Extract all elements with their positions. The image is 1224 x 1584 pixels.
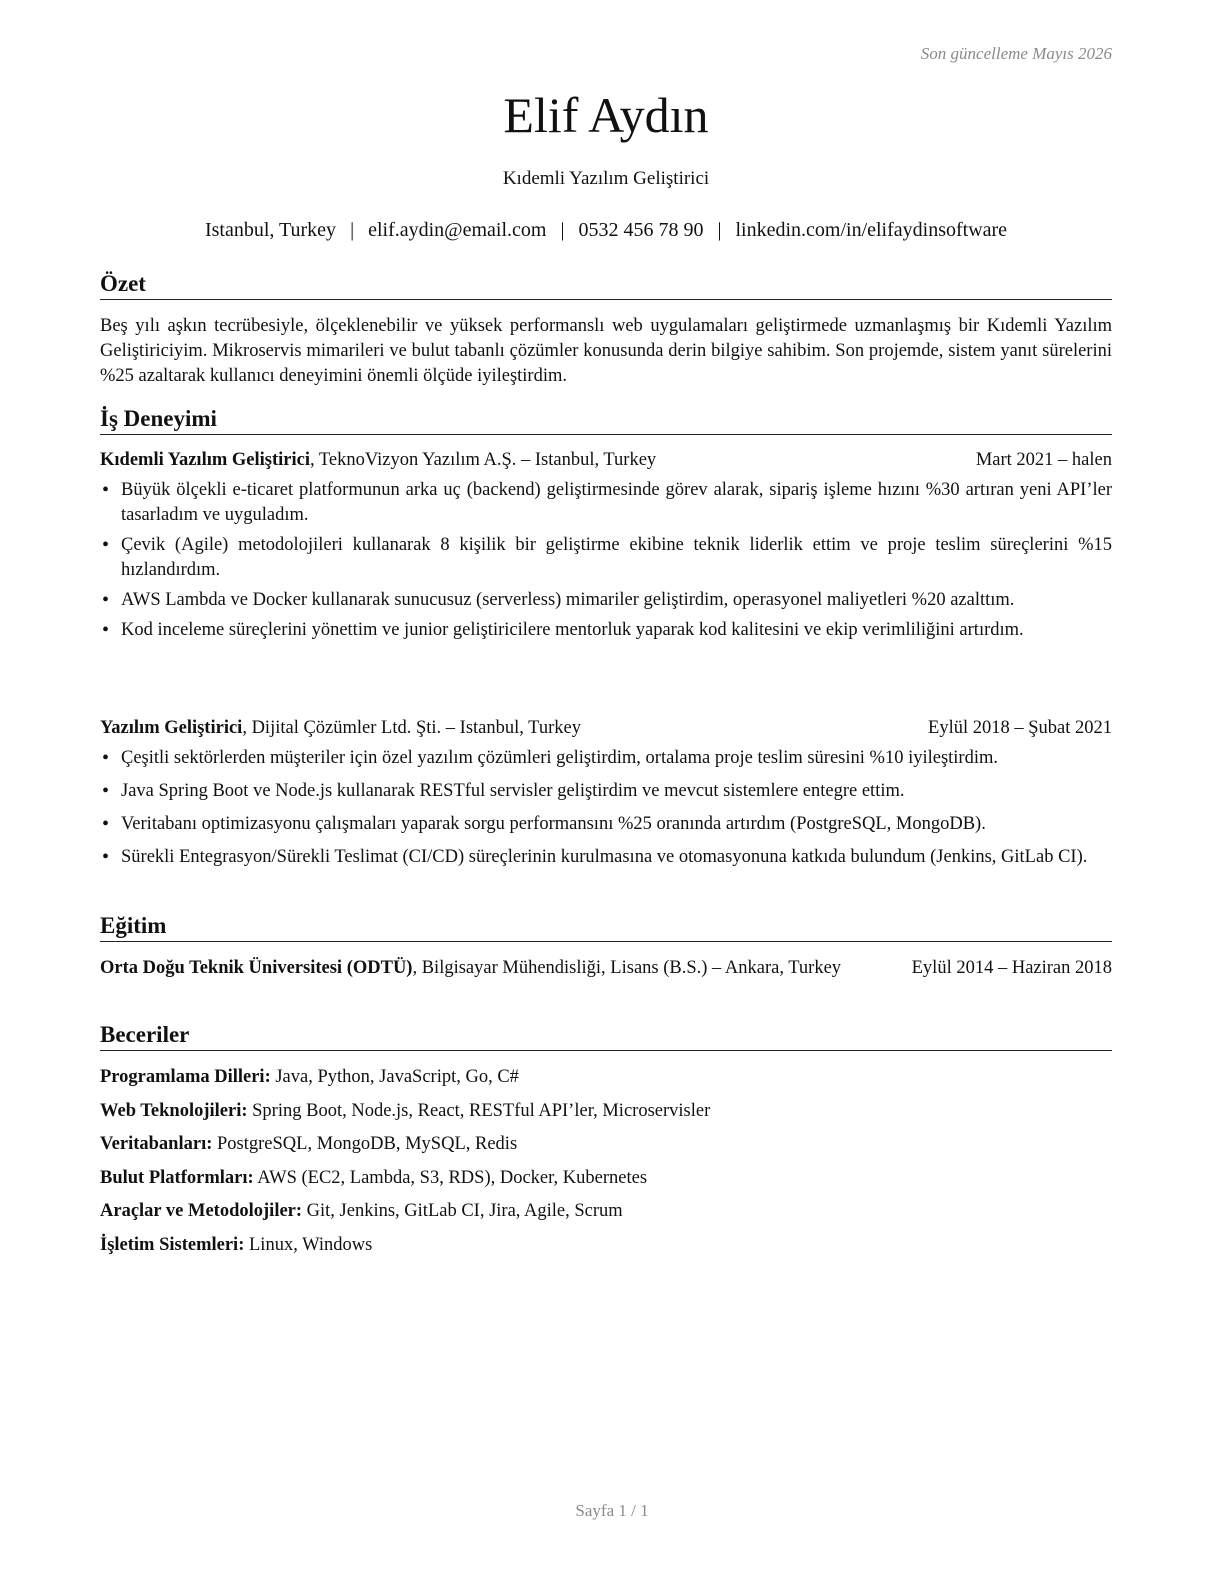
section-summary-heading: Özet (100, 270, 1112, 300)
last-updated: Son güncelleme Mayıs 2026 (920, 44, 1112, 63)
summary-text: Beş yılı aşkın tecrübesiyle, ölçeklenebilir ve yüksek performanslı web uygulamaları geliştirmede uzmanlaşmış bir Kıdemli Yazılım Geliştiriciyim. Mikroservis mimarileri ve bulut tabanlı çözümler konusunda derin bilgiye sahibim. Son projemde, sistem yanıt sürelerini %25 azaltarak kullanıcı deneyimini önemli ölçüde iyileştirdim. (100, 316, 1112, 386)
contact-email[interactable]: elif.aydin@email.com (368, 219, 547, 241)
section-education-heading: Eğitim (100, 912, 1112, 942)
job-bullet: • Sürekli Entegrasyon/Sürekli Teslimat (CI/CD) süreçlerinin kurulmasına ve otomasyonuna katkıda bulundum (Jenkins, GitLab CI). (100, 845, 1116, 870)
job-bullet: • AWS Lambda ve Docker kullanarak sunucusuz (serverless) mimariler geliştirdim, operasyonel maliyetleri %20 azalttım. (100, 588, 1112, 613)
section-skills-heading: Beceriler (100, 1021, 1112, 1051)
job-bullet: • Büyük ölçekli e-ticaret platformunun arka uç (backend) geliştirmesinde görev alarak, sipariş işleme hızını %30 artıran yeni API’ler tasarladım ve uyguladım. (100, 478, 1112, 528)
section-experience-heading: İş Deneyimi (100, 405, 1112, 435)
contact-separator: | (717, 219, 722, 241)
skill-line (100, 1199, 623, 1224)
skill-value: Java, Python, JavaScript, Go, C# (270, 1067, 519, 1087)
job-bullets (100, 746, 1116, 870)
job-bullet: • Java Spring Boot ve Node.js kullanarak RESTful servisler geliştirdim ve mevcut sistemlere entegre ettim. (100, 779, 1116, 804)
job-company: , Dijital Çözümler Ltd. Şti. – Istanbul, Turkey (242, 718, 581, 738)
skill-label: İşletim Sistemleri: (100, 1235, 245, 1255)
contact-phone: 0532 456 78 90 (578, 219, 704, 241)
contact-separator: | (350, 219, 355, 241)
skill-line (100, 1099, 710, 1124)
page-number: Sayfa 1 / 1 (575, 1501, 649, 1520)
skill-line (100, 1233, 372, 1258)
job-company: , TeknoVizyon Yazılım A.Ş. – Istanbul, Turkey (309, 450, 657, 470)
skill-label: Veritabanları: (100, 1134, 213, 1154)
job-bullet: • Çevik (Agile) metodolojileri kullanarak 8 kişilik bir geliştirme ekibine teknik liderlik ettim ve proje teslim süreçlerini %15 hızlandırdım. (100, 533, 1112, 583)
job-bullet: • Çeşitli sektörlerden müşteriler için özel yazılım çözümleri geliştirdim, ortalama proje teslim süresini %10 iyileştirdim. (100, 746, 1116, 771)
skill-line (100, 1132, 517, 1157)
job-header (100, 716, 1112, 741)
job-bullets (100, 478, 1112, 643)
skill-label: Bulut Platformları: (100, 1168, 254, 1188)
education-dates: Eylül 2014 – Haziran 2018 (911, 958, 1112, 978)
contact-location: Istanbul, Turkey (204, 219, 337, 241)
skill-value: Linux, Windows (244, 1235, 373, 1255)
job-role: Kıdemli Yazılım Geliştirici (100, 450, 310, 470)
skill-label: Araçlar ve Metodolojiler: (100, 1201, 303, 1221)
contact-separator: | (560, 219, 565, 241)
job-header (100, 448, 1112, 473)
skill-line (100, 1166, 647, 1191)
skill-value: AWS (EC2, Lambda, S3, RDS), Docker, Kubernetes (253, 1168, 648, 1188)
contact-linkedin[interactable]: linkedin.com/in/elifaydinsoftware (735, 219, 1008, 241)
skill-value: Git, Jenkins, GitLab CI, Jira, Agile, Scrum (302, 1201, 623, 1221)
education-details: , Bilgisayar Mühendisliği, Lisans (B.S.) – Ankara, Turkey (412, 958, 842, 978)
skill-label: Programlama Dilleri: (100, 1067, 271, 1087)
education-dates-wrap (880, 956, 1112, 981)
job-dates: Eylül 2018 – Şubat 2021 (928, 718, 1112, 738)
job-bullet: • Kod inceleme süreçlerini yönettim ve junior geliştiricilere mentorluk yaparak kod kalitesini ve ekip verimliliğini artırdım. (100, 618, 1112, 643)
person-name: Elif Aydın (503, 87, 709, 143)
education-entry (100, 956, 860, 981)
school-name: Orta Doğu Teknik Üniversitesi (ODTÜ) (100, 958, 413, 978)
job-dates: Mart 2021 – halen (975, 450, 1112, 470)
contact-line (100, 219, 1112, 242)
skill-value: Spring Boot, Node.js, React, RESTful API’ler, Microservisler (247, 1101, 711, 1121)
skill-value: PostgreSQL, MongoDB, MySQL, Redis (212, 1134, 518, 1154)
job-title: Kıdemli Yazılım Geliştirici (502, 168, 710, 189)
skill-line (100, 1065, 519, 1090)
job-bullet: • Veritabanı optimizasyonu çalışmaları yaparak sorgu performansını %25 oranında artırdım (PostgreSQL, MongoDB). (100, 812, 1116, 837)
skill-label: Web Teknolojileri: (100, 1101, 248, 1121)
job-role: Yazılım Geliştirici (100, 718, 243, 738)
